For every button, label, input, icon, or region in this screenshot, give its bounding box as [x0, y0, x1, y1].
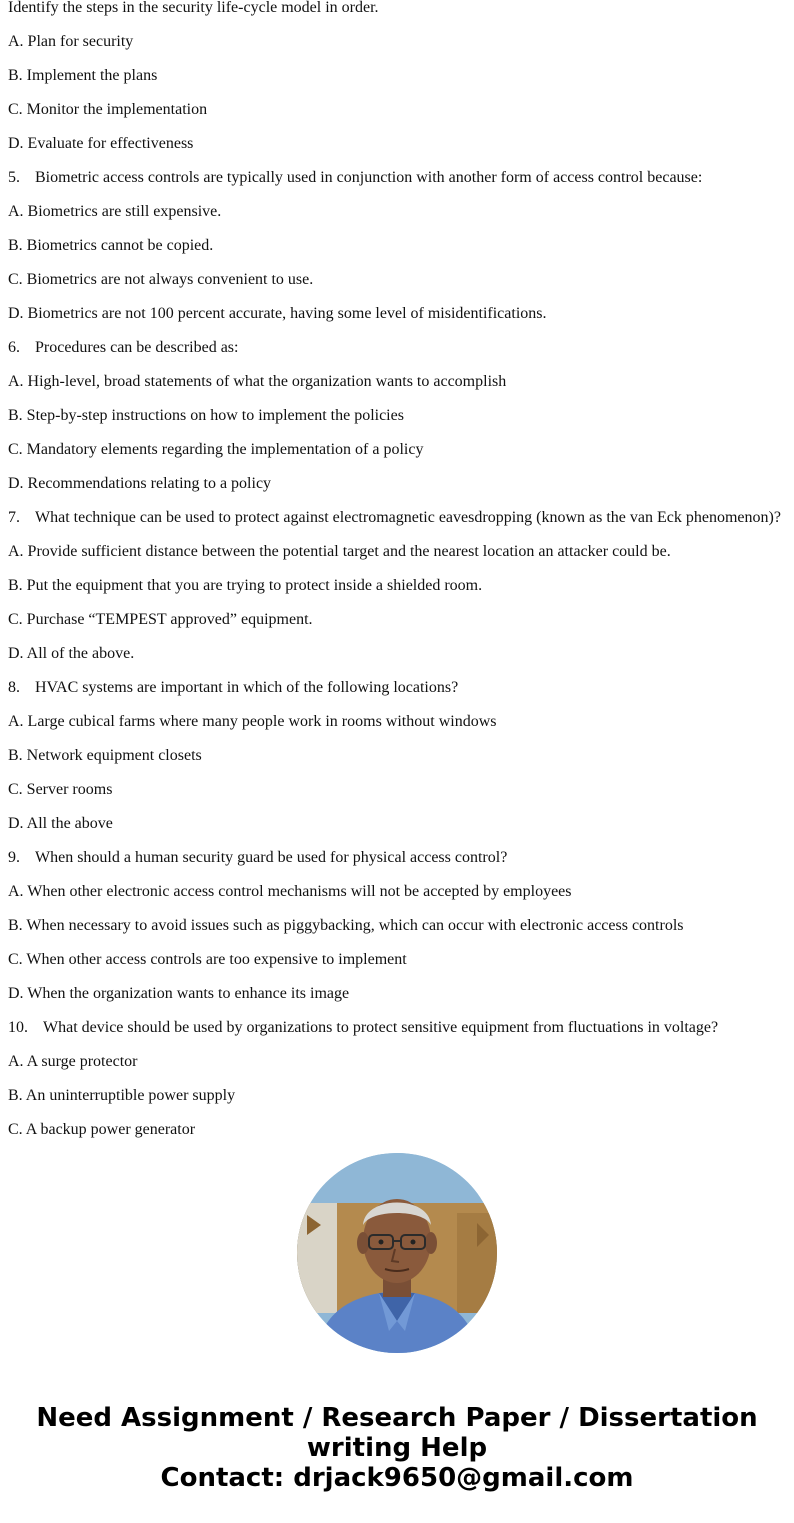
- banner-line-1: Need Assignment / Research Paper / Dissertation: [36, 1403, 758, 1433]
- option-c: C. Monitor the implementation: [8, 101, 208, 118]
- option-a: A. Large cubical farms where many people work in rooms without windows: [8, 713, 497, 730]
- option-a: A. A surge protector: [8, 1053, 138, 1070]
- option-c: C. Mandatory elements regarding the implementation of a policy: [8, 441, 424, 458]
- option-d: D. When the organization wants to enhance its image: [8, 985, 350, 1002]
- option-b: B. Biometrics cannot be copied.: [8, 237, 214, 254]
- avatar-portrait-icon: [297, 1153, 497, 1353]
- question-6: [8, 331, 794, 365]
- question-text: HVAC systems are important in which of the following locations?: [35, 679, 459, 696]
- option-c: C. When other access controls are too expensive to implement: [8, 951, 407, 968]
- question-7: [8, 501, 794, 535]
- banner-contact-email: Contact: drjack9650@gmail.com: [160, 1463, 634, 1493]
- question-8: [8, 671, 794, 705]
- banner-line-2: writing Help: [306, 1433, 488, 1463]
- option-c: C. Server rooms: [8, 781, 113, 798]
- author-avatar: [297, 1153, 497, 1353]
- option-b: B. Step-by-step instructions on how to implement the policies: [8, 407, 404, 424]
- question-number: 6.: [8, 339, 20, 356]
- question-text: When should a human security guard be used for physical access control?: [35, 849, 508, 866]
- option-a: A. High-level, broad statements of what the organization wants to accomplish: [8, 373, 507, 390]
- option-d: D. All the above: [8, 815, 113, 832]
- option-b: B. Put the equipment that you are trying to protect inside a shielded room.: [8, 577, 483, 594]
- question-10: [8, 1011, 794, 1045]
- contact-banner: [0, 1403, 794, 1493]
- question-text: What device should be used by organizations to protect sensitive equipment from fluctuations in voltage?: [43, 1019, 719, 1036]
- question-number: 9.: [8, 849, 20, 866]
- intro-line: Identify the steps in the security life-cycle model in order.: [8, 0, 379, 16]
- question-5: [8, 161, 794, 195]
- option-d: D. All of the above.: [8, 645, 135, 662]
- option-a: A. When other electronic access control mechanisms will not be accepted by employees: [8, 883, 572, 900]
- option-d: D. Evaluate for effectiveness: [8, 135, 194, 152]
- question-number: 8.: [8, 679, 20, 696]
- question-text: Biometric access controls are typically used in conjunction with another form of access control because:: [35, 169, 703, 186]
- option-c: C. A backup power generator: [8, 1121, 196, 1138]
- option-b: B. When necessary to avoid issues such as piggybacking, which can occur with electronic access controls: [8, 917, 684, 934]
- option-c: C. Biometrics are not always convenient to use.: [8, 271, 314, 288]
- question-text: What technique can be used to protect against electromagnetic eavesdropping (known as the van Eck phenomenon)?: [35, 509, 781, 526]
- option-b: B. An uninterruptible power supply: [8, 1087, 236, 1104]
- question-number: 5.: [8, 169, 20, 186]
- option-a: A. Provide sufficient distance between the potential target and the nearest location an attacker could be.: [8, 543, 671, 560]
- option-b: B. Implement the plans: [8, 67, 158, 84]
- question-9: [8, 841, 794, 875]
- option-a: A. Plan for security: [8, 33, 134, 50]
- option-a: A. Biometrics are still expensive.: [8, 203, 222, 220]
- option-c: C. Purchase “TEMPEST approved” equipment.: [8, 611, 313, 628]
- question-number: 7.: [8, 509, 20, 526]
- option-d: D. Biometrics are not 100 percent accurate, having some level of misidentifications.: [8, 305, 547, 322]
- document-body: [8, 0, 794, 1147]
- question-text: Procedures can be described as:: [35, 339, 239, 356]
- option-b: B. Network equipment closets: [8, 747, 202, 764]
- option-d: D. Recommendations relating to a policy: [8, 475, 272, 492]
- question-number: 10.: [8, 1019, 28, 1036]
